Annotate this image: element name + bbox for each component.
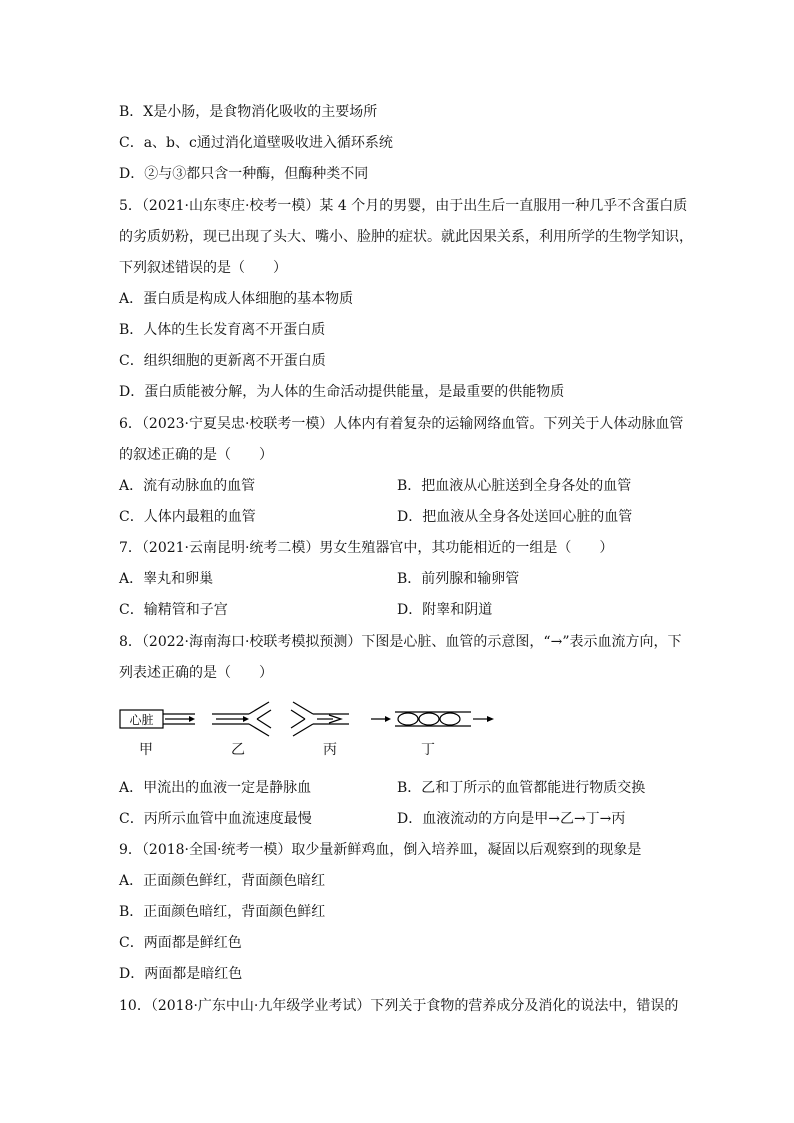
- yi-branch-up-inner: [257, 710, 271, 719]
- q8-option-b: B．乙和丁所示的血管都能进行物质交换: [397, 780, 646, 796]
- q4-option-d: D．②与③都只含一种酶，但酶种类不同: [119, 166, 369, 182]
- q8-option-d: D．血液流动的方向是甲→乙→丁→丙: [397, 811, 626, 827]
- q8-stem-line2: 列表述正确的是（ ）: [119, 665, 273, 681]
- ding-blood-cell-3: [440, 713, 460, 725]
- yi-flow-arrowhead: [243, 716, 249, 722]
- q5-option-b: B．人体的生长发育离不开蛋白质: [119, 322, 326, 338]
- q8-option-c: C．丙所示血管中血流速度最慢: [119, 811, 312, 827]
- bing-branch-down-inner: [291, 719, 305, 728]
- ding-out-arrowhead: [487, 716, 494, 722]
- figure-label-yi: 乙: [231, 742, 245, 758]
- q7-option-a: A．睾丸和卵巢: [119, 571, 214, 587]
- q6-option-d: D．把血液从全身各处送回心脏的血管: [397, 509, 633, 525]
- q9-stem: 9．（2018·全国·统考一模）取少量新鲜鸡血，倒入培养皿，凝固以后观察到的现象是: [119, 842, 642, 858]
- q6-option-b: B．把血液从心脏送到全身各处的血管: [397, 478, 632, 494]
- figure-label-jia: 甲: [139, 742, 153, 758]
- q9-option-b: B．正面颜色暗红，背面颜色鲜红: [119, 904, 326, 920]
- q7-option-c: C．输精管和子宫: [119, 602, 228, 618]
- vessel-diagram: [119, 700, 539, 740]
- q6-stem-line2: 的叙述正确的是（ ）: [119, 447, 273, 463]
- q9-option-c: C．两面都是鲜红色: [119, 935, 242, 951]
- q6-stem-line1: 6．（2023·宁夏吴忠·校联考一模）人体内有着复杂的运输网络血管。下列关于人体动脉血管: [119, 416, 684, 432]
- q8-stem-line1: 8．（2022·海南海口·校联考模拟预测）下图是心脏、血管的示意图，“→”表示血流方向，下: [119, 634, 682, 650]
- jia-flow-arrowhead: [189, 716, 195, 722]
- ding-blood-cell-1: [398, 713, 418, 725]
- heart-label: 心脏: [129, 713, 154, 727]
- q4-option-c: C．a、b、c通过消化道壁吸收进入循环系统: [119, 135, 393, 151]
- q5-option-c: C．组织细胞的更新离不开蛋白质: [119, 353, 326, 369]
- q9-option-d: D．两面都是暗红色: [119, 966, 243, 982]
- q10-stem: 10．（2018·广东中山·九年级学业考试）下列关于食物的营养成分及消化的说法中，错误的: [119, 998, 679, 1014]
- yi-branch-down-outer: [249, 724, 269, 736]
- bing-branch-down-outer: [293, 724, 313, 736]
- q6-option-c: C．人体内最粗的血管: [119, 509, 256, 525]
- q9-option-a: A．正面颜色鲜红，背面颜色暗红: [119, 873, 326, 889]
- yi-branch-down-inner: [257, 719, 271, 728]
- q7-stem: 7．（2021·云南昆明·统考二模）男女生殖器官中，其功能相近的一组是（ ）: [119, 540, 614, 556]
- q7-option-d: D．附睾和阴道: [397, 602, 493, 618]
- ding-blood-cell-2: [419, 713, 439, 725]
- q6-option-a: A．流有动脉血的血管: [119, 478, 256, 494]
- bing-branch-up-outer: [293, 702, 313, 714]
- q7-option-b: B．前列腺和输卵管: [397, 571, 520, 587]
- q5-stem-line2: 的劣质奶粉，现已出现了头大、嘴小、脸肿的症状。就此因果关系，利用所学的生物学知识，: [119, 229, 693, 245]
- q5-stem-line3: 下列叙述错误的是（ ）: [119, 260, 287, 276]
- bing-branch-up-inner: [291, 710, 305, 719]
- q8-option-a: A．甲流出的血液一定是静脉血: [119, 780, 312, 796]
- q5-stem-line1: 5．（2021·山东枣庄·校考一模）某 4 个月的男婴，由于出生后一直服用一种几乎不含蛋白质: [119, 198, 688, 214]
- heart-vessel-figure: [119, 700, 539, 762]
- yi-branch-up-outer: [249, 702, 269, 714]
- q4-option-b: B．X是小肠，是食物消化吸收的主要场所: [119, 104, 378, 120]
- q5-option-d: D．蛋白质能被分解，为人体的生命活动提供能量，是最重要的供能物质: [119, 384, 565, 400]
- ding-in-arrowhead: [385, 716, 391, 722]
- figure-label-bing: 丙: [323, 742, 337, 758]
- figure-label-ding: 丁: [421, 742, 435, 758]
- q5-option-a: A．蛋白质是构成人体细胞的基本物质: [119, 291, 354, 307]
